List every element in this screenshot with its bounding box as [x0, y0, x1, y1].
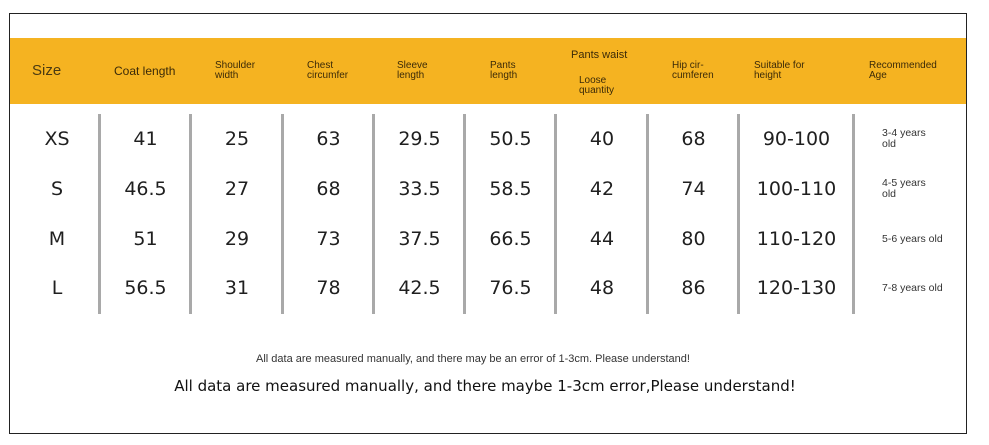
- cell-pants-length: 58.5: [489, 178, 532, 200]
- header-size: Size: [32, 62, 62, 79]
- cell-chest: 68: [316, 178, 341, 200]
- cell-shoulder-width: 29: [224, 228, 250, 250]
- measurement-note-small: All data are measured manually, and there may be an error of 1-3cm. Please understand!: [256, 353, 690, 365]
- cell-height: 120-130: [756, 277, 837, 299]
- header-pants-waist-label: Pants waist: [571, 49, 628, 61]
- cell-sleeve-length: 29.5: [398, 128, 441, 150]
- cell-height: 110-120: [756, 228, 837, 250]
- cell-chest: 63: [316, 128, 341, 150]
- cell-pants-waist: 44: [589, 228, 615, 250]
- cell-shoulder-width: 27: [224, 178, 250, 200]
- cell-pants-length: 50.5: [489, 128, 532, 150]
- cell-age: 3-4 years old: [882, 127, 926, 150]
- header-pants-waist-sublabel: Loose quantity: [579, 75, 615, 96]
- cell-hip: 68: [681, 128, 706, 150]
- table-row: [10, 219, 966, 259]
- measurement-note-large: All data are measured manually, and there maybe 1-3cm error,Please understand!: [174, 377, 796, 395]
- table-row: [10, 119, 966, 159]
- cell-sleeve-length: 37.5: [398, 228, 441, 250]
- cell-sleeve-length: 33.5: [398, 178, 441, 200]
- header-hip-circumference: Hip cir- cumferen: [672, 60, 714, 81]
- cell-chest: 73: [316, 228, 341, 250]
- header-chest-circumference: Chest circumfer: [307, 60, 349, 81]
- cell-age: 4-5 years old: [882, 177, 926, 200]
- header-pants-length: Pants length: [490, 60, 518, 81]
- cell-chest: 78: [316, 277, 341, 299]
- cell-pants-waist: 42: [589, 178, 615, 200]
- table-row: [10, 169, 966, 209]
- cell-coat-length: 46.5: [124, 178, 167, 200]
- header-sleeve-length: Sleeve length: [397, 60, 428, 81]
- cell-height: 90-100: [762, 128, 831, 150]
- cell-pants-length: 76.5: [489, 277, 532, 299]
- cell-age: 7-8 years old: [882, 281, 943, 294]
- table-header: [10, 38, 966, 104]
- cell-hip: 80: [681, 228, 706, 250]
- header-pants-waist: [571, 38, 651, 104]
- cell-hip: 86: [681, 277, 706, 299]
- cell-shoulder-width: 31: [224, 277, 250, 299]
- cell-size: M: [48, 228, 66, 250]
- cell-size: S: [50, 178, 64, 200]
- cell-coat-length: 41: [133, 128, 158, 150]
- cell-coat-length: 51: [133, 228, 158, 250]
- table-row: [10, 268, 966, 308]
- cell-size: XS: [44, 128, 70, 150]
- cell-height: 100-110: [756, 178, 837, 200]
- cell-coat-length: 56.5: [124, 277, 167, 299]
- cell-age: 5-6 years old: [882, 232, 943, 245]
- header-recommended-age: Recommended Age: [869, 60, 937, 81]
- cell-size: L: [51, 277, 63, 299]
- header-suitable-height: Suitable for height: [754, 60, 805, 81]
- cell-pants-waist: 40: [589, 128, 615, 150]
- header-coat-length: Coat length: [114, 64, 176, 78]
- cell-sleeve-length: 42.5: [398, 277, 441, 299]
- cell-pants-waist: 48: [589, 277, 615, 299]
- header-shoulder-width: Shoulder width: [215, 60, 256, 81]
- cell-shoulder-width: 25: [224, 128, 250, 150]
- cell-pants-length: 66.5: [489, 228, 532, 250]
- cell-hip: 74: [681, 178, 706, 200]
